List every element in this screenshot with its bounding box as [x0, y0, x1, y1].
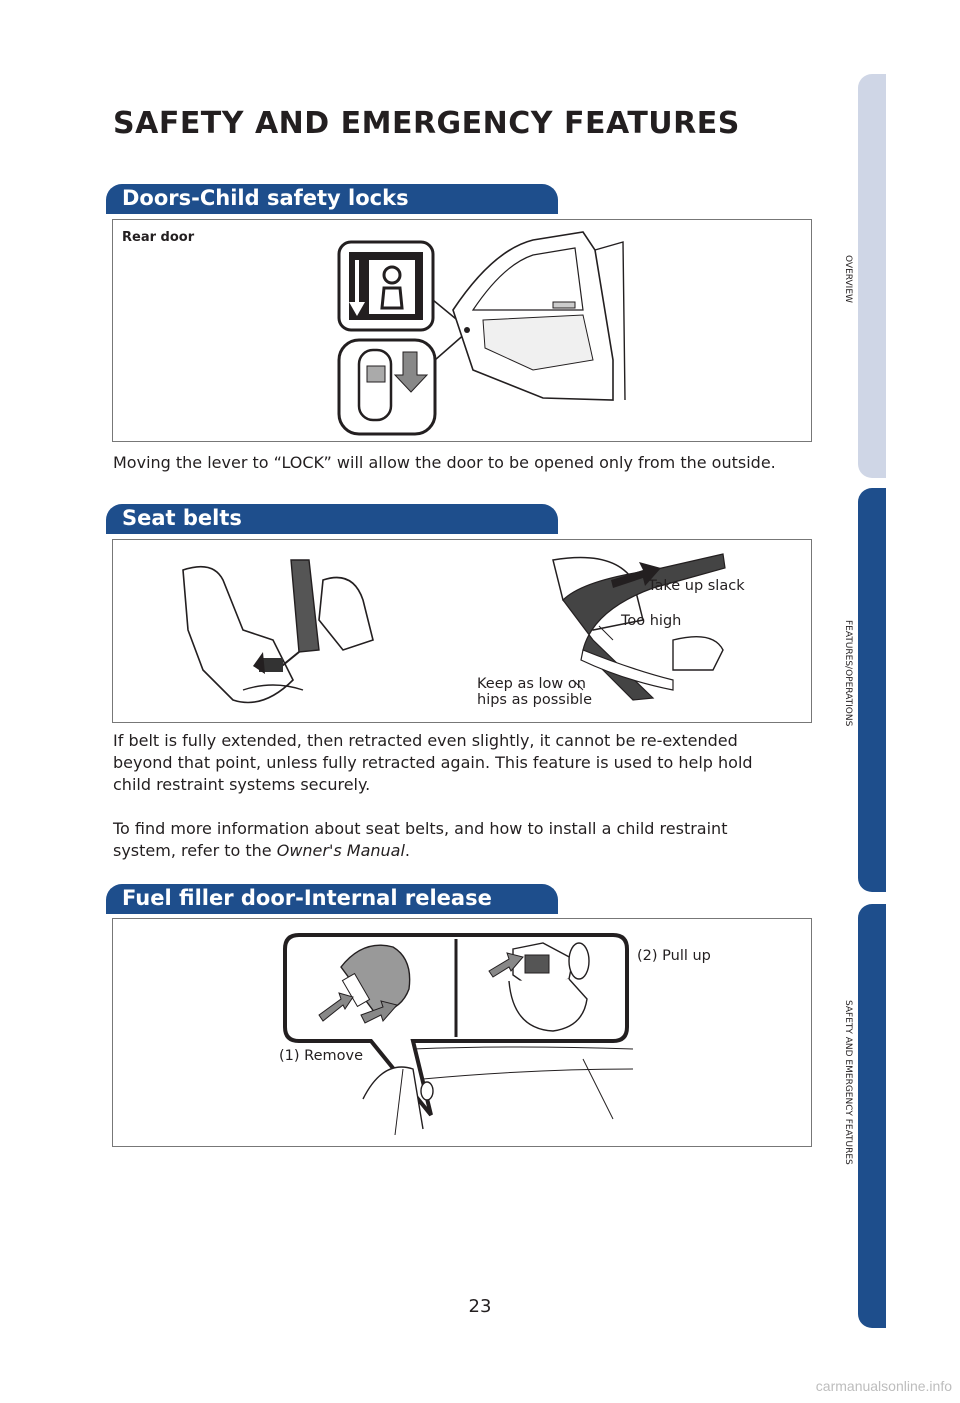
callout-remove: (1) Remove	[279, 1048, 363, 1064]
seat-belt-illustration	[113, 540, 811, 722]
figure-label-rear-door: Rear door	[122, 230, 195, 245]
side-tab-overview[interactable]	[858, 74, 886, 478]
callout-take-up-slack: Take up slack	[648, 578, 745, 594]
side-tab-features-label: FEATURES/OPERATIONS	[843, 620, 853, 727]
watermark: carmanualsonline.info	[815, 1378, 952, 1394]
callout-keep-low-1: Keep as low on	[477, 676, 586, 692]
page-number: 23	[468, 1296, 492, 1317]
figure-seat-belts	[112, 539, 812, 723]
callout-too-high: Too high	[621, 613, 682, 629]
page-title: SAFETY AND EMERGENCY FEATURES	[113, 106, 740, 141]
section-heading-fuel-filler-text: Fuel filler door-Internal release	[122, 886, 492, 910]
seat-belts-text-2	[113, 818, 793, 862]
figure-fuel-filler	[112, 918, 812, 1147]
section-heading-seat-belts	[106, 504, 558, 534]
section-heading-child-locks-text: Doors-Child safety locks	[122, 186, 409, 210]
section-heading-child-locks	[106, 184, 558, 214]
section-heading-fuel-filler	[106, 884, 558, 914]
side-tab-safety[interactable]	[858, 904, 886, 1328]
side-tab-overview-label: OVERVIEW	[843, 255, 853, 303]
figure-child-locks	[112, 219, 812, 442]
child-lock-illustration	[113, 220, 811, 441]
owners-manual-reference: Owner's Manual	[276, 841, 405, 860]
seat-belts-text-1: If belt is fully extended, then retracted even slightly, it cannot be re-extended beyond that point, unless fully retracted again. This feature is used to help hold child restraint systems securely.	[113, 731, 753, 794]
side-tab-safety-label: SAFETY AND EMERGENCY FEATURES	[843, 1000, 853, 1165]
section-heading-seat-belts-text: Seat belts	[122, 506, 242, 530]
side-tab-features[interactable]	[858, 488, 886, 892]
callout-pull-up: (2) Pull up	[637, 948, 711, 964]
callout-keep-low-2: hips as possible	[477, 692, 593, 708]
child-locks-text: Moving the lever to “LOCK” will allow the door to be opened only from the outside.	[113, 453, 776, 472]
seat-belts-text-2-prefix: To find more information about seat belts, and how to install a child restraint system, refer to the	[113, 819, 728, 860]
seat-belts-text-2-suffix: .	[404, 841, 411, 860]
